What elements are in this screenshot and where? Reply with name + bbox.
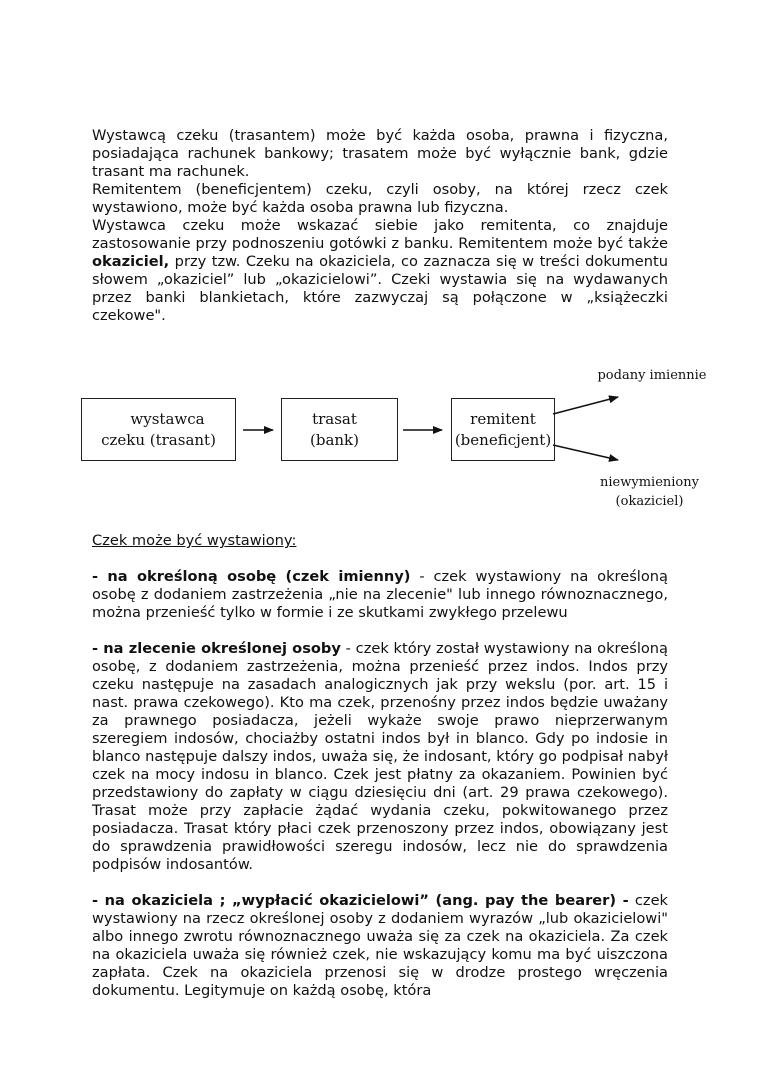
paragraph-drawer xyxy=(92,127,668,181)
item-text: - czek wystawiony na określoną osobę z dodaniem zastrzeżenia „nie na zlecenie" lub innego równoznacznego, można przenieść tylko w formie i ze skutkami zwykłego przelewu xyxy=(92,568,668,621)
item-text: czek wystawiony na rzecz określonej osoby z dodaniem wyrazów „lub okazicielowi" albo innego zwrotu równoznacznego uważa się za czek na okaziciela. Za czek na okaziciela uważa się również czek, nie wskazujący komu ma być uiszczona zapłata. Czek na okaziciela przenosi się w drodze prostego wręczenia dokumentu. Legitymuje on każdą osobę, która xyxy=(92,892,668,999)
item-named-cheque xyxy=(92,568,668,622)
branch-label-line: (okaziciel) xyxy=(615,494,684,509)
arrow-up-right-icon xyxy=(553,397,618,414)
item-order-cheque xyxy=(92,640,668,874)
cheque-flow-diagram xyxy=(0,360,760,520)
box-label: czeku (trasant) xyxy=(101,430,216,449)
section-heading: Czek może być wystawiony: xyxy=(92,532,297,549)
paragraph-bearer xyxy=(92,217,668,325)
paragraph-remitent xyxy=(92,181,668,217)
item-text: - czek który został wystawiony na określoną osobę, z dodaniem zastrzeżenia, można przenieść przez indos. Indos przy czeku następuje na zasadach analogicznych jak przy wekslu (por. art. 15 i nast. prawa czekowego). Kto ma czek, przenośny przez indos będzie uważany za prawnego posiadacza, jeżeli wykaże swoje prawo nieprzerwanym szeregiem indosów, chociażby ostatni indos był in blanco. Gdy po indosie in blanco następuje dalszy indos, uważa się, że indosant, który go podpisał nabył czek na mocy indosu in blanco. Czek jest płatny za okazaniem. Powinien być przedstawiony do zapłaty w ciągu dziesięciu dni (art. 29 prawa czekowego). Trasat może przy zapłacie żądać wydania czeku, pokwitowanego przez posiadacza. Trasat który płaci czek przenoszony przez indos, obowiązany jest do sprawdzenia prawidłowości szeregu indosów, lecz nie do sprawdzenia podpisów indosantów. xyxy=(92,640,668,873)
branch-label-line: niewymieniony xyxy=(600,475,699,490)
box-label: trasat xyxy=(312,409,357,428)
box-payee xyxy=(451,398,555,461)
paragraph-text: Wystawcą czeku (trasantem) może być każda osoba, prawna i fizyczna, posiadająca rachunek bankowy; trasatem może być wyłącznie bank, gdzie trasant ma rachunek. xyxy=(92,127,668,180)
box-label: (bank) xyxy=(310,430,359,449)
bold-term: okaziciel, xyxy=(92,253,170,270)
intro-section xyxy=(92,127,668,325)
types-section xyxy=(92,532,668,1000)
item-bearer-cheque xyxy=(92,892,668,1000)
box-label: (beneficjent) xyxy=(454,430,552,449)
box-drawer xyxy=(81,398,236,461)
item-title: - na określoną osobę (czek imienny) xyxy=(92,568,411,585)
item-title: - na okaziciela ; „wypłacić okazicielowi” (ang. pay the bearer) - xyxy=(92,892,629,909)
box-drawee xyxy=(281,398,398,461)
branch-label-bearer xyxy=(592,473,707,511)
box-label: remitent xyxy=(470,409,536,428)
branch-label-named: podany imiennie xyxy=(597,368,707,383)
paragraph-text: przy tzw. Czeku na okaziciela, co zaznacza się w treści dokumentu słowem „okaziciel” lub „okazicielowi”. Czeki wystawia się na wydawanych przez banki blankietach, które zazwyczaj są połączone w „książeczki czekowe". xyxy=(92,253,668,324)
paragraph-text: Wystawca czeku może wskazać siebie jako remitenta, co znajduje zastosowanie przy podnoszeniu gotówki z banku. Remitentem może być także xyxy=(92,217,668,252)
arrow-down-right-icon xyxy=(553,445,618,460)
box-label: wystawca xyxy=(130,409,205,428)
item-title: - na zlecenie określonej osoby xyxy=(92,640,341,657)
paragraph-text: Remitentem (beneficjentem) czeku, czyli osoby, na której rzecz czek wystawiono, może być każda osoba prawna lub fizyczna. xyxy=(92,181,668,216)
